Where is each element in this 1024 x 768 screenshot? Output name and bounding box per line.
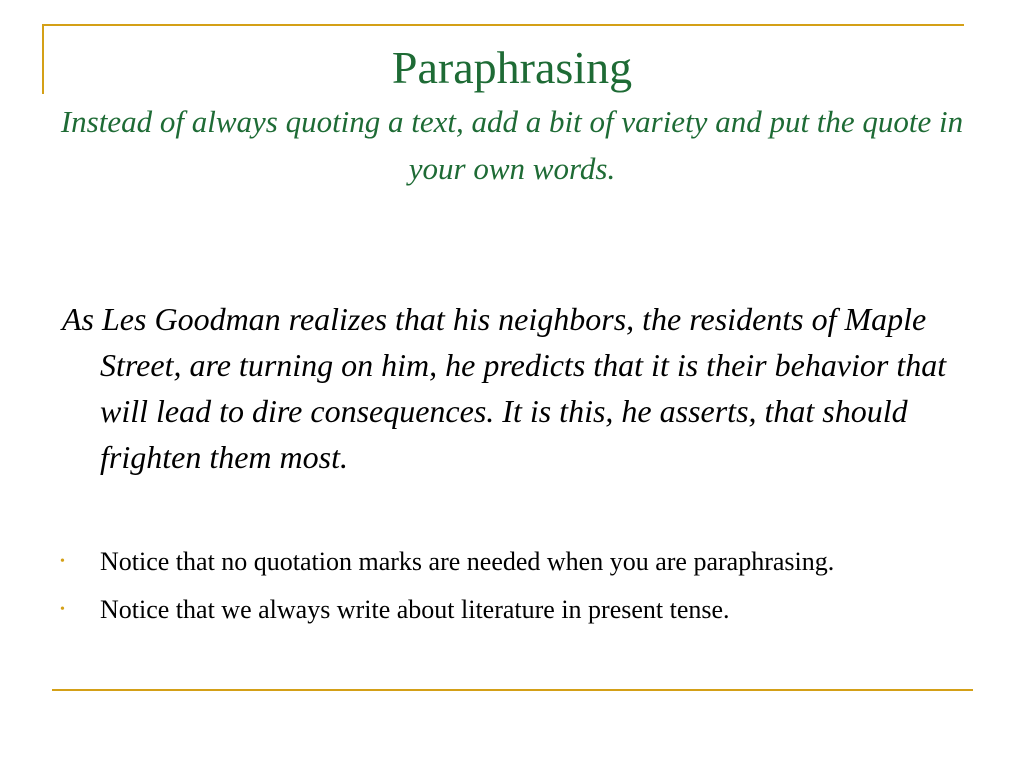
- list-item: [60, 593, 940, 627]
- notes-list: [60, 545, 940, 641]
- slide-title: Paraphrasing: [391, 42, 633, 93]
- frame-bottom-line: [52, 689, 973, 691]
- frame-top-line: [43, 24, 964, 26]
- bullet-text: Notice that we always write about literature in present tense.: [100, 595, 730, 624]
- bullet-text: Notice that no quotation marks are needed when you are paraphrasing.: [100, 547, 835, 576]
- slide-subtitle: Instead of always quoting a text, add a bit of variety and put the quote in your own words.: [60, 104, 964, 186]
- list-item: [60, 545, 940, 579]
- title-block: [60, 40, 964, 192]
- bullet-icon: •: [60, 602, 65, 617]
- frame-left-line: [42, 24, 44, 94]
- paraphrase-example: As Les Goodman realizes that his neighbors, the residents of Maple Street, are turning on him, he predicts that it is their behavior that will lead to dire consequences. It is this, he asserts, that should frighten them most.: [62, 301, 947, 475]
- bullet-icon: •: [60, 554, 65, 569]
